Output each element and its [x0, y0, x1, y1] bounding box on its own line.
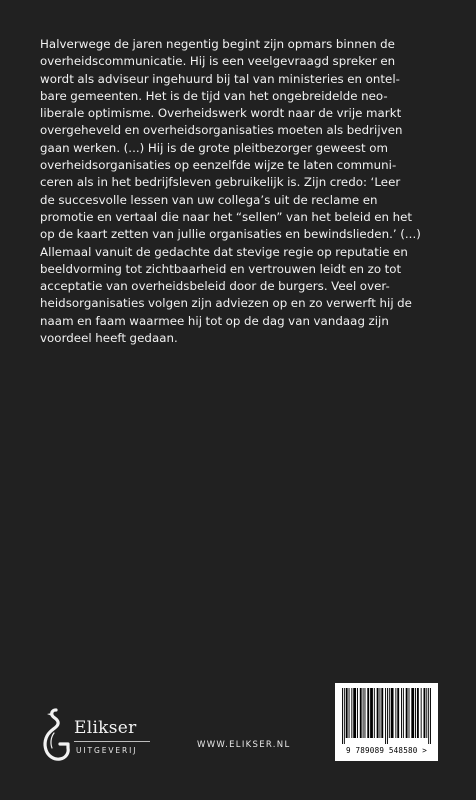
publisher-name: Elikser [74, 718, 137, 738]
publisher-subtitle: UITGEVERIJ [76, 746, 138, 755]
blurb-line: overheidscommunicatie. Hij is een veelgevraagd spreker en [40, 54, 396, 69]
swan-g-monogram-icon [40, 706, 74, 766]
blurb-line: op de kaart zetten van jullie organisaties en bewindslieden.’ (...) [40, 227, 421, 242]
blurb-line: beeldvorming tot zichtbaarheid en vertrouwen leidt en zo tot [40, 261, 402, 276]
blurb-line: voordeel heeft gedaan. [40, 331, 178, 346]
barcode-bars [342, 688, 431, 744]
blurb-line: liberale optimisme. Overheidswerk wordt naar de vrije markt [40, 106, 402, 121]
blurb-line: promotie en vertaal die naar het “sellen” van het beleid en het [40, 209, 413, 224]
blurb-line: de succesvolle lessen van uw collega’s uit de reclame en [40, 192, 378, 207]
publisher-logo [40, 706, 190, 766]
publisher-website: WWW.ELIKSER.NL [197, 740, 291, 750]
back-cover-blurb [40, 36, 438, 347]
blurb-line: ceren als in het bedrijfsleven gebruikelijk is. Zijn credo: ‘Leer [40, 175, 401, 190]
blurb-line: acceptatie van overheidsbeleid door de burgers. Veel over- [40, 279, 390, 294]
logo-divider [74, 741, 150, 742]
blurb-line: heidsorganisaties volgen zijn adviezen op en zo verwerft hij de [40, 296, 412, 311]
blurb-line: wordt als adviseur ingehuurd bij tal van ministeries en ontel- [40, 71, 400, 86]
blurb-line: Halverwege de jaren negentig begint zijn opmars binnen de [40, 37, 395, 51]
blurb-line: overgeheveld en overheidsorganisaties moeten als bedrijven [40, 123, 403, 138]
isbn-barcode [335, 683, 438, 761]
blurb-line: overheidsorganisaties op eenzelfde wijze te laten communi- [40, 158, 397, 173]
blurb-line: bare gemeenten. Het is de tijd van het ongebreidelde neo- [40, 88, 388, 103]
blurb-line: Allemaal vanuit de gedachte dat stevige regie op reputatie en [40, 244, 408, 259]
blurb-line: gaan werken. (...) Hij is de grote pleitbezorger geweest om [40, 140, 389, 155]
blurb-line: naam en faam waarmee hij tot op de dag van vandaag zijn [40, 313, 389, 328]
isbn-number: 9 789089 548580 > [345, 746, 428, 755]
